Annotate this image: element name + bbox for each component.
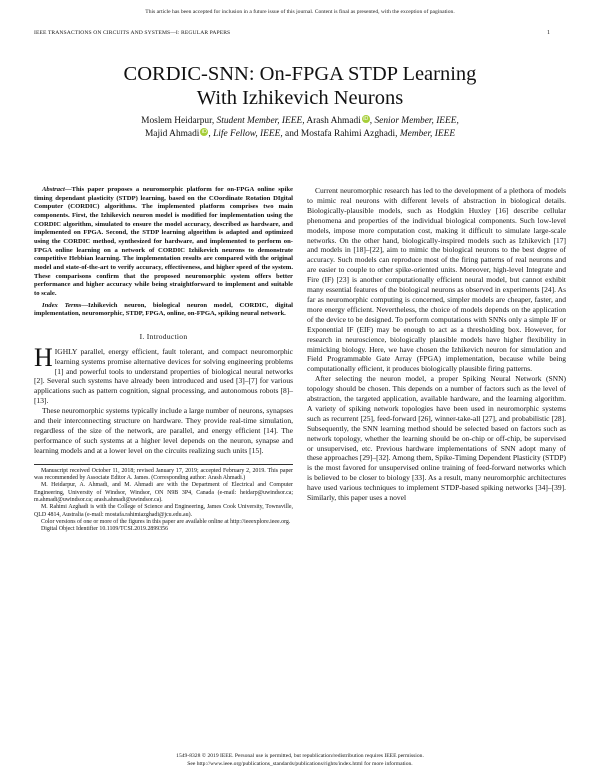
orcid-icon[interactable]: iD <box>363 116 369 122</box>
copyright-line: 1549-8328 © 2019 IEEE. Personal use is permitted, but republication/redistribution requires IEEE permission. <box>176 753 424 759</box>
drop-cap: H <box>34 342 53 372</box>
author-name: Majid Ahmadi <box>144 129 200 139</box>
footnote-affiliation-2: M. Rahimi Azghadi is with the College of Science and Engineering, James Cook University, Townsville, QLD 4814, Australia (e-mail: mostafa.rahimiazghadi@jcu.edu.au). <box>34 504 293 518</box>
right-column <box>307 186 566 503</box>
footnote-manuscript: Manuscript received October 11, 2018; revised January 17, 2019; accepted February 2, 2019. This paper was recommended by Associate Editor A. James. (Corresponding author: Arash Ahmadi.) <box>34 467 293 482</box>
rights-link-line: See http://www.ieee.org/publications_standards/publications/rights/index.html for more information. <box>187 761 413 767</box>
author-role: Senior Member, IEEE, <box>374 116 459 126</box>
title-line-1: CORDIC-SNN: On-FPGA STDP Learning <box>123 63 477 85</box>
abstract <box>34 186 293 299</box>
author-name: and Mostafa Rahimi Azghadi, <box>285 129 398 139</box>
orcid-icon[interactable]: iD <box>201 129 207 135</box>
author-line-2: Majid Ahmadi iD, Life Fellow, IEEE, and Mostafa Rahimi Azghadi, Member, IEEE <box>144 129 456 139</box>
abstract-text: —This paper proposes a neuromorphic platform for on-FPGA online spike timing dependant plasticity (STDP) learning, based on the COordinate Rotation DIgital Computer (CORDIC) algorithms. The implemented platform comprises two main components. First, the Izhikevich neuron model is modified for implementation using the CORDIC algorithm, simulated to ensure the model accuracy, described as hardware, and implemented on FPGA. Second, the STDP learning algorithm is adapted and optimized using the CORDIC method, synthesized for hardware, and implemented to perform on-FPGA online learning on a network of CORDIC Izhikevich neurons to demonstrate competitive Hebbian learning. The implementation results are compared with the original model and state-of-the-art to verify accuracy, effectiveness, and higher speed of the system. These comparisons confirm that the proposed neuromorphic system offers better performance and higher accuracy while being straightforward to implement and suitable to scale. <box>34 186 293 297</box>
author-name: Moslem Heidarpur, <box>141 116 215 126</box>
footnote-doi: Digital Object Identifier 10.1109/TCSI.2019.2899356 <box>41 526 169 533</box>
index-terms-label: Index Terms <box>42 301 82 309</box>
footnotes <box>34 464 293 534</box>
author-line-1: Moslem Heidarpur, Student Member, IEEE, Arash Ahmadi iD, Senior Member, IEEE, <box>141 116 459 126</box>
intro-paragraph-2: These neuromorphic systems typically include a large number of neurons, synapses and their interconnecting structure on hardware. They provide real-time simulation, regardless of the size of the network, are parallel, and energy efficient [14]. The performance of such systems at a higher level depends on the neuron, synapse and learning models and at a lower level on the circuits realizing such units [15]. <box>34 406 293 455</box>
copyright-footer <box>0 752 600 768</box>
index-terms-text: —Izhikevich neuron, biological neuron model, CORDIC, digital implementation, neuromorphic, STDP, FPGA, online, on-FPGA, spiking neural network. <box>34 301 293 318</box>
body-paragraph-1: Current neuromorphic research has led to the development of a plethora of models to mimic real neurons with different levels of abstraction in biological details. Biologically-plausible models, such as Hodgkin Huxley [16] describe cellular phenomena and properties of the individual biological components. Such low-level models, impose more computation cost, making it difficult to simulate large-scale networks. On the other hand, biologically-inspired models such as Izhikevich [17] and models in [18]–[22], aim to mimic the biological neurons to the best degree of accuracy. Such models can reproduce most of the firing patterns of real neurons and are easier to couple to other spike-oriented units. Moreover, high-level Integrate and Fire (IF) [23] is another computationally efficient neural model, but cannot exhibit many essential features of the biological neurons as observed in experiments [24]. As far as neuromorphic computing is concerned, simpler models are cheaper, faster, and more energy efficient. Nevertheless, the choice of models depends on the application of the device to be designed. To perform computations with SNNs only a simple IF or Exponential IF (EIF) may be enough to act as a thresholding box. However, for research in neuroscience, biologically plausible models have higher flexibility in mimicking biology. Here, we have chosen the Izhikevich neuron for simulation and Field Programmable Gate Array (FPGA) implementation, because while being computationally efficient, it produces biologically plausible firing patterns. <box>307 186 566 374</box>
index-terms <box>34 302 293 319</box>
author-role: Student Member, IEEE, <box>216 116 305 126</box>
intro-paragraph-1-text: IGHLY parallel, energy efficient, fault tolerant, and compact neuromorphic learning systems promise alternative devices for solving engineering problems [1] and powerful tools to understand properties of biological neural networks [2]. Several such systems have already been introduced and used [3]–[7] for various applications such as pattern cognition, signal processing, and autonomous robots [8]–[13]. <box>34 346 293 406</box>
running-header: IEEE TRANSACTIONS ON CIRCUITS AND SYSTEMS—I: REGULAR PAPERS <box>34 30 231 36</box>
acceptance-notice: This article has been accepted for inclusion in a future issue of this journal. Content is final as presented, with the exception of pagination. <box>145 9 455 15</box>
page-number: 1 <box>547 30 550 36</box>
author-role: Life Fellow, IEEE, <box>213 129 283 139</box>
abstract-label: Abstract <box>42 186 65 193</box>
left-column <box>34 186 293 533</box>
section-heading: I. Introduction <box>139 331 188 341</box>
author-list <box>60 115 540 141</box>
footnote-color: Color versions of one or more of the figures in this paper are available online at http://ieeexplore.ieee.org. <box>41 518 291 525</box>
intro-paragraph-1 <box>34 342 293 406</box>
paper-title <box>0 62 600 110</box>
footnote-affiliation-1: M. Heidarpur, A. Ahmadi, and M. Ahmadi are with the Department of Electrical and Computer Engineering, University of Windsor, Windsor, ON N9B 3P4, Canada (e-mail: heidarp@uwindsor.ca; m.ahmadi@uwindsor.ca; arash.ahmadi@uwindsor.ca). <box>34 482 293 503</box>
author-role: Member, IEEE <box>399 129 456 139</box>
author-name: Arash Ahmadi <box>306 116 361 126</box>
title-line-2: With Izhikevich Neurons <box>196 87 404 109</box>
body-paragraph-2: After selecting the neuron model, a proper Spiking Neural Network (SNN) topology should be chosen. This depends on a number of factors such as the level of abstraction, the targeted application, available hardware, and the learning algorithm. A variety of spiking network topologies have been used in neuromorphic systems such as recurrent [25], feed-forward [26], winner-take-all [27], and probabilistic [28]. Subsequently, the SNN learning method should be selected based on factors such as network topology, whether the learning should be on-chip or off-chip, be supervised or unsupervised, etc. Previous hardware implementations of SNN adopt many of these approaches [29]–[32]. Among them, Spike-Timing Dependent Plasticity (STDP) is the most favored for unsupervised online training of feed-forward networks which is believed to be closer to biology [33]. As a result, many neuromorphic architectures have used various techniques to implement STDP-based spiking networks [34]–[39]. Similarly, this paper uses a novel <box>307 374 566 503</box>
